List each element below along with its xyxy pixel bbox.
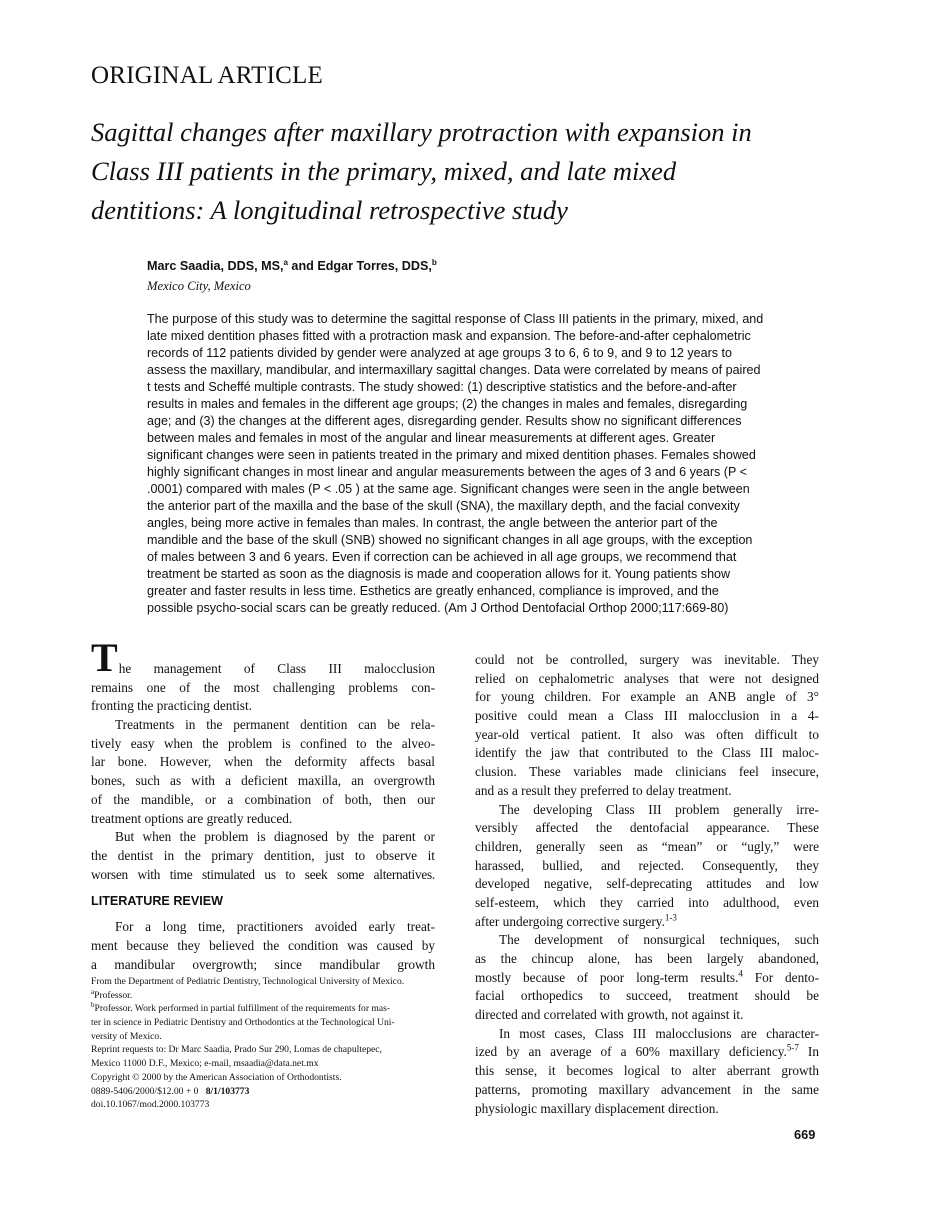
abstract-line: the anterior part of the maxilla and the base of the skull (SNA), the maxillary depth, and the facial convexity xyxy=(147,499,740,513)
body-line: a mandibular overgrowth; since mandibular growth xyxy=(91,956,435,972)
body-paragraph xyxy=(91,716,435,828)
footnote-line xyxy=(91,989,435,1003)
doi: doi.10.1067/mod.2000.103773 xyxy=(91,1099,210,1111)
body-line: children, generally seen as “mean” or “ugly,” were xyxy=(475,838,819,854)
author-marker: b xyxy=(431,258,437,267)
footnotes xyxy=(91,975,435,1112)
footnote-text: Professor. Work performed in partial fulfillment of the requirements for mas- xyxy=(94,1003,391,1015)
article-title xyxy=(91,113,851,230)
abstract-line: The purpose of this study was to determine the sagittal response of Class III patients in the primary, mixed, and xyxy=(147,312,764,326)
author-name: Edgar Torres, DDS, xyxy=(317,259,432,274)
affiliation: Mexico City, Mexico xyxy=(147,279,251,293)
body-line: patterns, promoting maxillary advancement in the same xyxy=(475,1081,819,1097)
body-line: Treatments in the permanent dentition can be rela- xyxy=(115,717,435,733)
author-marker: a xyxy=(283,258,288,267)
title-line: Class III patients in the primary, mixed, and late mixed xyxy=(91,156,677,186)
issn: 0889-5406/2000/$12.00 + 0 xyxy=(91,1085,199,1097)
drop-cap: T xyxy=(91,635,118,680)
body-column-left xyxy=(91,635,435,974)
body-line: developed negative, self-deprecating attitudes and low xyxy=(475,876,819,892)
body-paragraph xyxy=(475,801,819,932)
abstract-line: angles, being more active in females than males. In contrast, the angle between the anterior part of the xyxy=(147,516,718,530)
body-paragraph xyxy=(475,1025,819,1118)
body-line: The development of nonsurgical techniques, such xyxy=(499,932,819,948)
abstract-line: highly significant changes in most linear and angular measurements between the ages of 3 and 6 years (P < xyxy=(147,465,747,479)
body-line: facial orthopedics to succeed, treatment should be xyxy=(475,988,819,1004)
body-line: The developing Class III problem generally irre- xyxy=(499,801,819,817)
body-text: ized by an average of a 60% maxillary deficiency. xyxy=(475,1044,787,1060)
body-line xyxy=(475,1043,819,1062)
footnote-line: From the Department of Pediatric Dentistry, Technological University of Mexico. xyxy=(91,976,405,987)
section-label: ORIGINAL ARTICLE xyxy=(91,62,323,89)
body-column-right xyxy=(475,651,819,1118)
body-paragraph xyxy=(91,828,435,884)
body-line: But when the problem is diagnosed by the parent or xyxy=(115,829,435,845)
body-line: as the chincup alone, has been largely abandoned, xyxy=(475,951,819,966)
abstract-line: possible psycho-social scars can be greatly reduced. (Am J Orthod Dentofacial Orthop 2000;117:669-80) xyxy=(147,601,729,615)
body-line: ment because they believed the condition was caused by xyxy=(91,937,435,953)
abstract-line: records of 112 patients divided by gender were analyzed at age groups 3 to 6, 6 to 9, and 9 to 12 years to xyxy=(147,346,732,360)
body-line: fronting the practicing dentist. xyxy=(91,698,252,714)
abstract-line: of males between 3 and 6 years. Even if correction can be achieved in all age groups, we recommend that xyxy=(147,550,737,564)
body-line: the dentist in the primary dentition, just to observe it xyxy=(91,847,435,863)
citation-marker: 5-7 xyxy=(786,1043,799,1054)
body-line xyxy=(475,969,819,988)
body-line: identify the jaw that contributed to the Class III maloc- xyxy=(475,745,819,761)
footnote-line: Reprint requests to: Dr Marc Saadia, Prado Sur 290, Lomas de chapultepec, xyxy=(91,1044,382,1056)
body-text: In xyxy=(798,1044,820,1060)
body-text: mostly because of poor long-term results. xyxy=(475,969,739,985)
body-line: For a long time, practitioners avoided early treat- xyxy=(115,919,435,935)
body-line: self-esteem, which they carried into adulthood, even xyxy=(475,894,819,910)
footnote-line: ter in science in Pediatric Dentistry and Orthodontics at the Technological Uni- xyxy=(91,1017,395,1029)
abstract-line: assess the maxillary, mandibular, and intermaxillary sagittal changes. Data were correlated by means of paired xyxy=(147,363,761,377)
footnote-line xyxy=(91,1085,435,1099)
body-line: worsen with time stimulated us to seek some alternatives. xyxy=(91,866,435,882)
abstract-line: treatment be started as soon as the diagnosis is made and cooperation allows for it. Young patients show xyxy=(147,567,731,581)
body-line: relied on cephalometric analyses that were not designed xyxy=(475,670,819,686)
author-name: Marc Saadia, DDS, MS, xyxy=(147,259,284,274)
body-line: remains one of the most challenging problems con- xyxy=(91,679,435,695)
body-line: harassed, bullied, and rejected. Consequently, they xyxy=(475,857,819,873)
page-number: 669 xyxy=(794,1127,816,1142)
body-text: after undergoing corrective surgery. xyxy=(475,913,665,929)
body-line: positive could mean a Class III malocclusion in a 4- xyxy=(475,708,819,724)
abstract-line: results in males and females in the different age groups; (2) the changes in males and females, disregarding xyxy=(147,397,748,411)
footnote-line: versity of Mexico. xyxy=(91,1030,162,1042)
body-line: directed and correlated with growth, not against it. xyxy=(475,1007,744,1023)
body-paragraph xyxy=(475,931,819,1024)
authors xyxy=(147,258,437,273)
body-line: treatment options are greatly reduced. xyxy=(91,810,293,826)
footnote-marker: b xyxy=(91,1001,95,1010)
footnote-line: Copyright © 2000 by the American Association of Orthodontists. xyxy=(91,1071,342,1083)
article-code: 8/1/103773 xyxy=(205,1085,250,1097)
body-line: tively easy when the problem is confined to the alveo- xyxy=(91,735,435,751)
abstract-line: .0001) compared with males (P < .05 ) at the same age. Significant changes were seen in the angle between xyxy=(147,482,750,496)
body-line: bones, such as with a deficient maxilla, an overgrowth xyxy=(91,773,435,789)
footnote-marker: a xyxy=(91,987,95,996)
body-line: this sense, it becomes logical to alter aberrant growth xyxy=(475,1063,819,1079)
abstract-line: greater and faster results in less time. Esthetics are greatly enhanced, compliance is improved, and the xyxy=(147,584,719,598)
footnote-text: Professor. xyxy=(94,989,133,1001)
title-line: dentitions: A longitudinal retrospective study xyxy=(91,195,568,225)
abstract xyxy=(147,311,827,617)
body-line: and as a result they preferred to delay treatment. xyxy=(475,782,732,798)
body-line: physiologic maxillary displacement direction. xyxy=(475,1100,719,1116)
body-line: versibly affected the dentofacial appearance. These xyxy=(475,820,819,836)
body-line: for young children. For example an ANB angle of 3° xyxy=(475,689,819,705)
footnote-line: Mexico 11000 D.F., Mexico; e-mail, msaadia@data.net.mx xyxy=(91,1058,319,1070)
abstract-line: t tests and Scheffé multiple contrasts. The study showed: (1) descriptive statistics and the before-and-after xyxy=(147,380,737,394)
citation-marker: 4 xyxy=(738,968,743,979)
abstract-line: age; and (3) the changes at the different ages, disregarding gender. Results show no significant differences xyxy=(147,414,742,428)
body-text: For dento- xyxy=(742,969,820,985)
body-line: could not be controlled, surgery was inevitable. They xyxy=(475,652,819,667)
abstract-line: late mixed dentition phases fitted with a protraction mask and expansion. The before-and-after cephalometric xyxy=(147,329,751,343)
abstract-line: between males and females in most of the angular and linear measurements at different ages. Greater xyxy=(147,431,716,445)
body-line: In most cases, Class III malocclusions are character- xyxy=(499,1025,819,1041)
body-line: he management of Class III malocclusion xyxy=(118,661,435,676)
body-line: year-old vertical patient. It also was often difficult to xyxy=(475,726,819,742)
body-paragraph xyxy=(475,651,819,801)
intro-paragraph xyxy=(91,635,435,716)
footnote-line xyxy=(91,1002,435,1016)
body-line: lar bone. However, when the deformity affects basal xyxy=(91,754,435,770)
title-line: Sagittal changes after maxillary protraction with expansion in xyxy=(91,117,752,147)
body-line: of the mandible, or a combination of both, then our xyxy=(91,791,435,807)
abstract-line: mandible and the base of the skull (SNB) showed no significant changes in all age groups, with the exception xyxy=(147,533,753,547)
author-conjunction: and xyxy=(287,259,318,274)
citation-marker: 1-3 xyxy=(664,912,677,923)
body-line xyxy=(475,913,819,932)
abstract-line: significant changes were seen in patients treated in the primary and mixed dentition phases. Females showed xyxy=(147,448,756,462)
section-heading: LITERATURE REVIEW xyxy=(91,894,224,909)
body-paragraph xyxy=(91,918,435,974)
body-line: clusion. These variables made clinicians feel insecure, xyxy=(475,764,819,780)
